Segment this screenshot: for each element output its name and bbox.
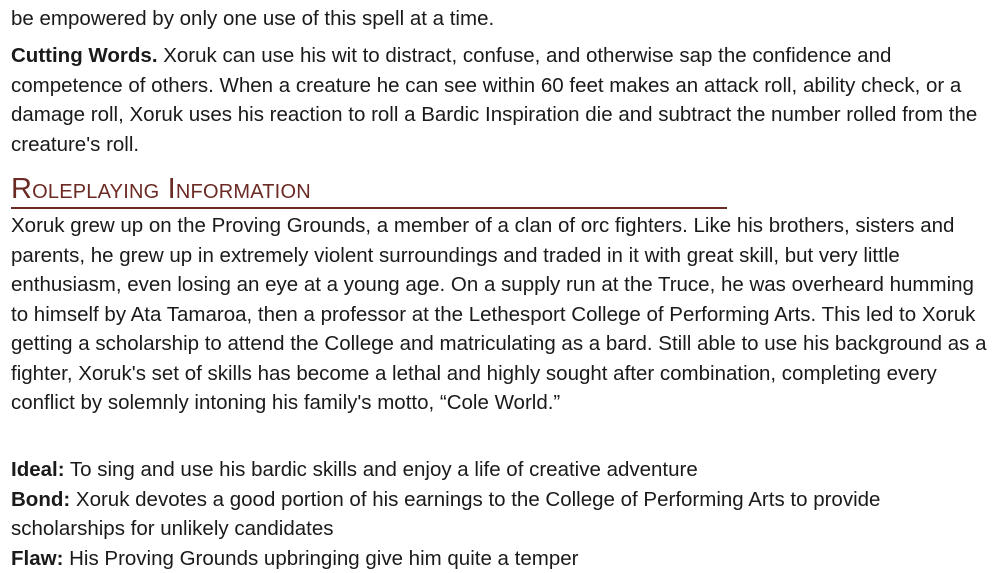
ideal-line: [11, 455, 991, 485]
bond-label: Bond:: [11, 488, 70, 511]
cutting-words-text: Xoruk can use his wit to distract, confuse, and otherwise sap the confidence and competence of others. When a creature he can see within 60 feet makes an attack roll, ability check, or a damage roll, Xoruk uses his reaction to roll a Bardic Inspiration die and subtract the number rolled from the creature's roll.: [11, 44, 977, 156]
intro-tail-paragraph: be empowered by only one use of this spell at a time.: [11, 4, 494, 34]
cutting-words-label: Cutting Words.: [11, 44, 158, 67]
flaw-line: [11, 544, 991, 573]
cutting-words-paragraph: [11, 41, 991, 159]
ideal-text: To sing and use his bardic skills and enjoy a life of creative adventure: [65, 458, 698, 481]
flaw-text: His Proving Grounds upbringing give him quite a temper: [63, 547, 578, 570]
flaw-label: Flaw:: [11, 547, 63, 570]
ideal-label: Ideal:: [11, 458, 65, 481]
traits-block: [11, 455, 991, 573]
bond-text: Xoruk devotes a good portion of his earnings to the College of Performing Arts to provide scholarships for unlikely candidates: [11, 488, 880, 541]
roleplaying-heading: Roleplaying Information: [11, 171, 727, 209]
roleplaying-paragraph: Xoruk grew up on the Proving Grounds, a member of a clan of orc fighters. Like his brothers, sisters and parents, he grew up in extremely violent surroundings and traded in it with great skill, but very little enthusiasm, even losing an eye at a young age. On a supply run at the Truce, he was overheard humming to himself by Ata Tamaroa, then a professor at the Lethesport College of Performing Arts. This led to Xoruk getting a scholarship to attend the College and matriculating as a bard. Still able to use his background as a fighter, Xoruk's set of skills has become a lethal and highly sought after combination, completing every conflict by solemnly intoning his family's motto, “Cole World.”: [11, 211, 996, 418]
bond-line: [11, 485, 991, 544]
